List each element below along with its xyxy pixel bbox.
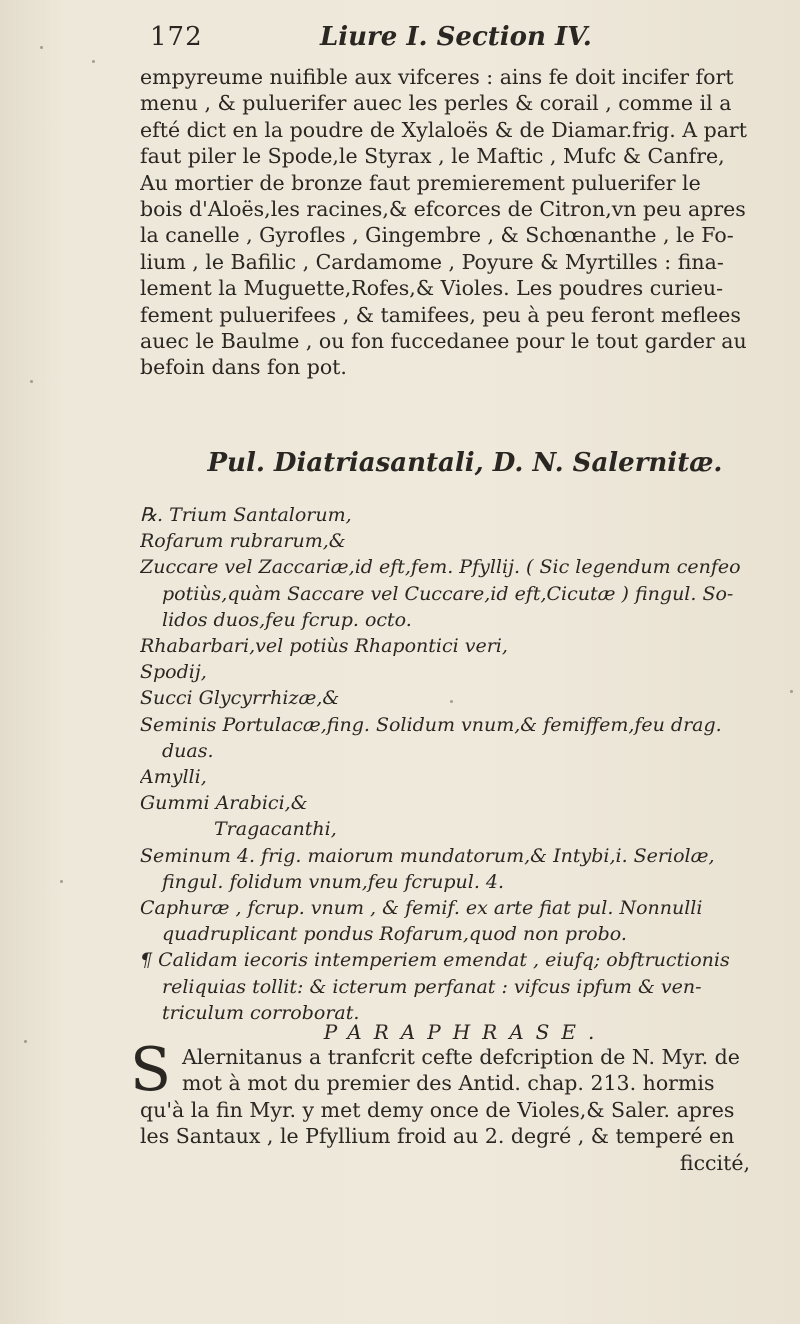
page-number: 172 (150, 22, 203, 52)
recipe-line: ℞. Trium Santalorum, (140, 504, 352, 526)
paper-speck (790, 690, 793, 693)
paraphrase-paragraph (130, 1035, 790, 1176)
recipe-title: Pul. Diatriasantali, D. N. Salernitæ. (207, 448, 723, 478)
recipe-line: Rofarum rubrarum,& (140, 530, 346, 553)
recipe-line: duas. (162, 739, 214, 762)
recipe-line: Gummi Arabici,& (140, 792, 308, 815)
text-line: qu'à la fin Myr. y met demy once de Violes,& Saler. apres (140, 1097, 735, 1122)
paper-speck (40, 46, 43, 49)
intro-paragraph (140, 64, 790, 381)
recipe-line: Zuccare vel Zaccariæ,id eft,fem. Pfyllij. ( Sic legendum cenfeo (140, 556, 741, 579)
recipe-line: Amylli, (140, 766, 207, 789)
text-line: menu , & puluerifer auec les perles & corail , comme il a (140, 91, 732, 116)
recipe-line: fingul. folidum vnum,feu fcrupul. 4. (162, 870, 505, 893)
text-line: lium , le Bafilic , Cardamome , Poyure & Myrtilles : fina- (140, 249, 724, 274)
recipe-line: Succi Glycyrrhizæ,& (140, 687, 340, 710)
text-line: les Santaux , le Pfyllium froid au 2. degré , & temperé en (140, 1124, 735, 1149)
recipe-line: potiùs,quàm Saccare vel Cuccare,id eft,Cicutæ ) fingul. So- (162, 582, 734, 605)
text-line: auec le Baulme , ou fon fuccedanee pour le tout garder au (140, 329, 747, 354)
recipe-line: quadruplicant pondus Rofarum,quod non probo. (162, 923, 627, 946)
recipe-line: lidos duos,feu fcrup. octo. (162, 608, 412, 631)
text-line: ficcité, (679, 1150, 750, 1175)
paraphrase-heading: PARAPHRASE. (323, 1020, 607, 1044)
page-header (150, 22, 670, 58)
recipe-line: Seminum 4. frig. maiorum mundatorum,& Intybi,i. Seriolæ, (140, 844, 715, 867)
text-line: Au mortier de bronze faut premierement puluerifer le (140, 170, 701, 195)
recipe-list (140, 502, 790, 1026)
text-line: bois d'Aloës,les racines,& efcorces de Citron,vn peu apres (140, 197, 746, 222)
recipe-line: triculum corroborat. (162, 1001, 360, 1024)
paper-speck (450, 700, 453, 703)
recipe-line: ¶ Calidam iecoris intemperiem emendat , eiufq; obftructionis (140, 949, 730, 972)
recipe-line: Rhabarbari,vel potiùs Rhapontici veri, (140, 635, 508, 658)
text-line: fement puluerifees , & tamifees, peu à peu feront meflees (140, 302, 741, 327)
recipe-line: Spodij, (140, 661, 207, 684)
paper-speck (24, 1040, 27, 1043)
recipe-line: Caphuræ , fcrup. vnum , & femif. ex arte fiat pul. Nonnulli (140, 897, 703, 920)
text-line: mot à mot du premier des Antid. chap. 213. hormis (182, 1071, 715, 1096)
text-line: befoin dans fon pot. (140, 355, 347, 380)
running-title: Liure I. Section IV. (320, 22, 592, 52)
recipe-line: reliquias tollit: & icterum perfanat : vifcus ipfum & ven- (162, 975, 702, 998)
paper-speck (60, 880, 63, 883)
recipe-line: Seminis Portulacæ,fing. Solidum vnum,& femiffem,feu drag. (140, 713, 722, 736)
paper-speck (30, 380, 33, 383)
text-line: efté dict en la poudre de Xylaloës & de Diamar.frig. A part (140, 117, 747, 142)
text-line: faut piler le Spode,le Styrax , le Maftic , Mufc & Canfre, (140, 144, 725, 169)
text-line: la canelle , Gyrofles , Gingembre , & Schœnanthe , le Fo- (140, 223, 734, 248)
text-line: empyreume nuifible aux vifceres : ains fe doit incifer fort (140, 65, 734, 89)
text-line: Alernitanus a tranfcrit cefte defcription de N. Myr. de (182, 1045, 740, 1069)
recipe-line: Tragacanthi, (214, 818, 337, 841)
text-line: lement la Muguette,Rofes,& Violes. Les poudres curieu- (140, 276, 724, 301)
paper-speck (92, 60, 95, 63)
drop-cap: S (130, 1035, 172, 1105)
